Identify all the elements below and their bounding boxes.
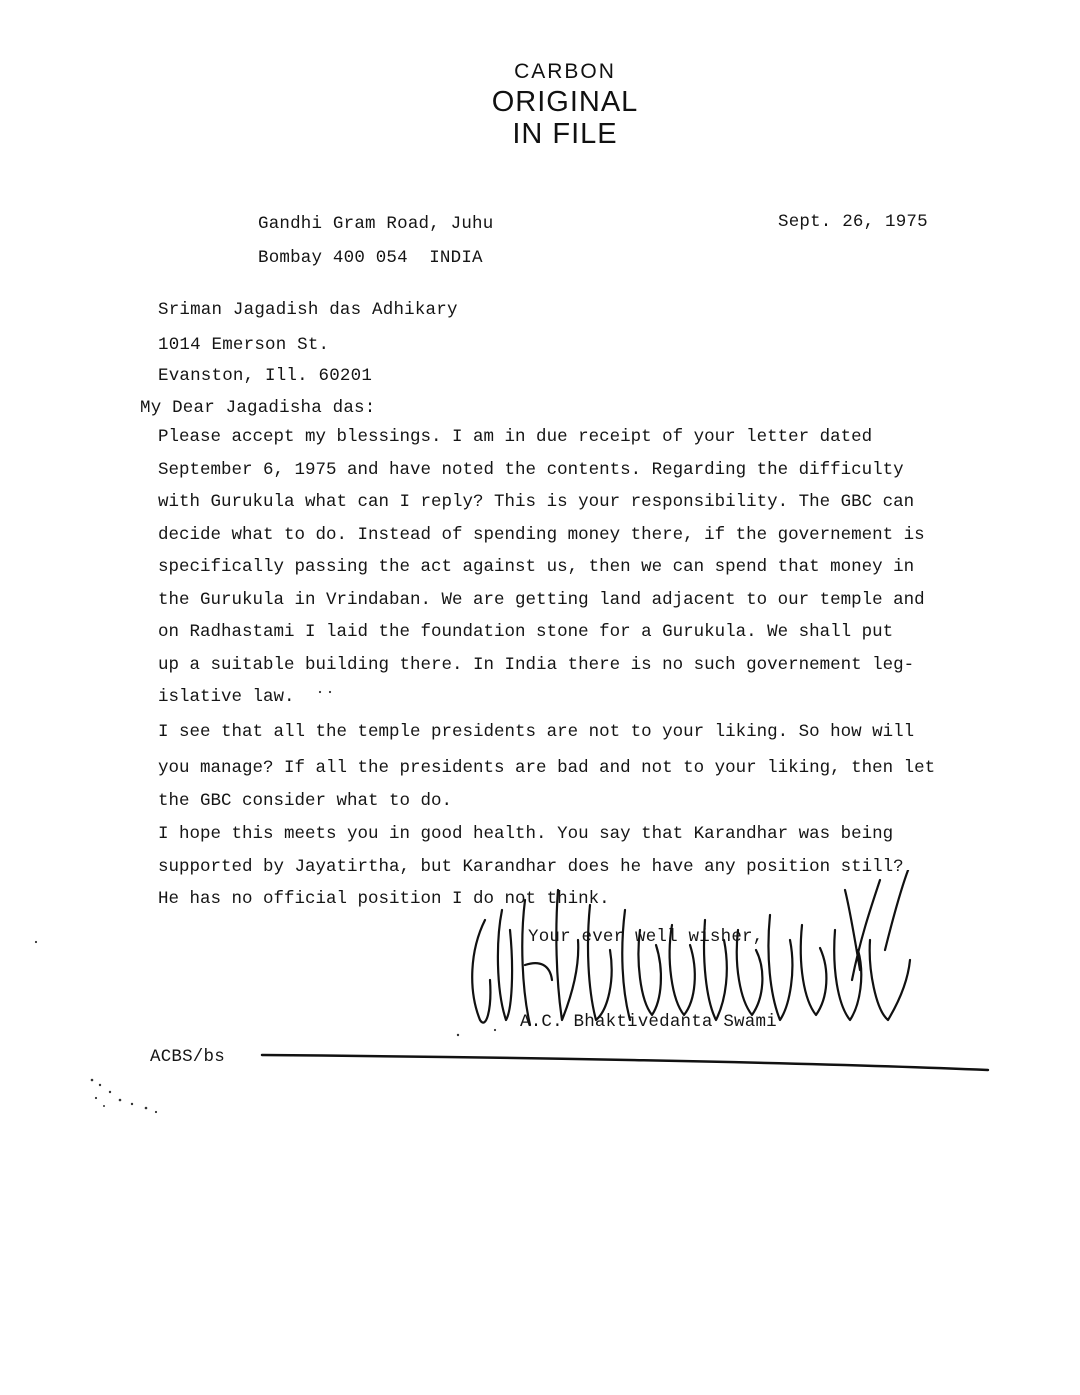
paragraph-line: He has no official position I do not think. xyxy=(158,889,610,909)
stamp-line-in-file: IN FILE xyxy=(512,118,618,150)
paragraph-line: you manage? If all the presidents are bad and not to your liking, then let xyxy=(158,758,936,778)
paragraph-line: I see that all the temple presidents are not to your liking. So how will xyxy=(158,722,915,742)
paragraph-line: the Gurukula in Vrindaban. We are getting land adjacent to our temple and xyxy=(158,589,925,610)
sender-address-line-2: Bombay 400 054 INDIA xyxy=(258,248,483,268)
salutation: My Dear Jagadisha das: xyxy=(140,398,376,418)
recipient-street: 1014 Emerson St. xyxy=(158,335,330,355)
closing: Your ever well wisher, xyxy=(528,927,764,947)
stamp-line-original: ORIGINAL xyxy=(491,86,639,118)
letter-date: Sept. 26, 1975 xyxy=(778,212,928,232)
signatory-name: A.C. Bhaktivedanta Swami xyxy=(520,1012,777,1032)
typist-initials: ACBS/bs xyxy=(150,1047,225,1067)
paragraph-line: I hope this meets you in good health. You say that Karandhar was being xyxy=(158,824,894,844)
paragraph-line: specifically passing the act against us, then we can spend that money in xyxy=(158,557,915,577)
paragraph-line: Please accept my blessings. I am in due receipt of your letter dated xyxy=(158,427,873,447)
recipient-name: Sriman Jagadish das Adhikary xyxy=(158,300,458,320)
paragraph-line: up a suitable building there. In India there is no such governement leg- xyxy=(158,654,915,675)
recipient-city: Evanston, Ill. 60201 xyxy=(158,366,373,386)
paragraph-line: with Gurukula what can I reply? This is your responsibility. The GBC can xyxy=(158,492,915,512)
paragraph-line: supported by Jayatirtha, but Karandhar does he have any position still? xyxy=(158,856,904,877)
stamp-line-carbon: CARBON xyxy=(514,60,616,83)
sender-address-line-1: Gandhi Gram Road, Juhu xyxy=(258,214,494,234)
paragraph-line: on Radhastami I laid the foundation stone for a Gurukula. We shall put xyxy=(158,622,894,642)
paragraph-line: September 6, 1975 and have noted the contents. Regarding the difficulty xyxy=(158,459,904,480)
paragraph-line: decide what to do. Instead of spending money there, if the governement is xyxy=(158,524,925,545)
paragraph-line: islative law. xyxy=(158,687,295,707)
paragraph-line: the GBC consider what to do. xyxy=(158,790,453,811)
